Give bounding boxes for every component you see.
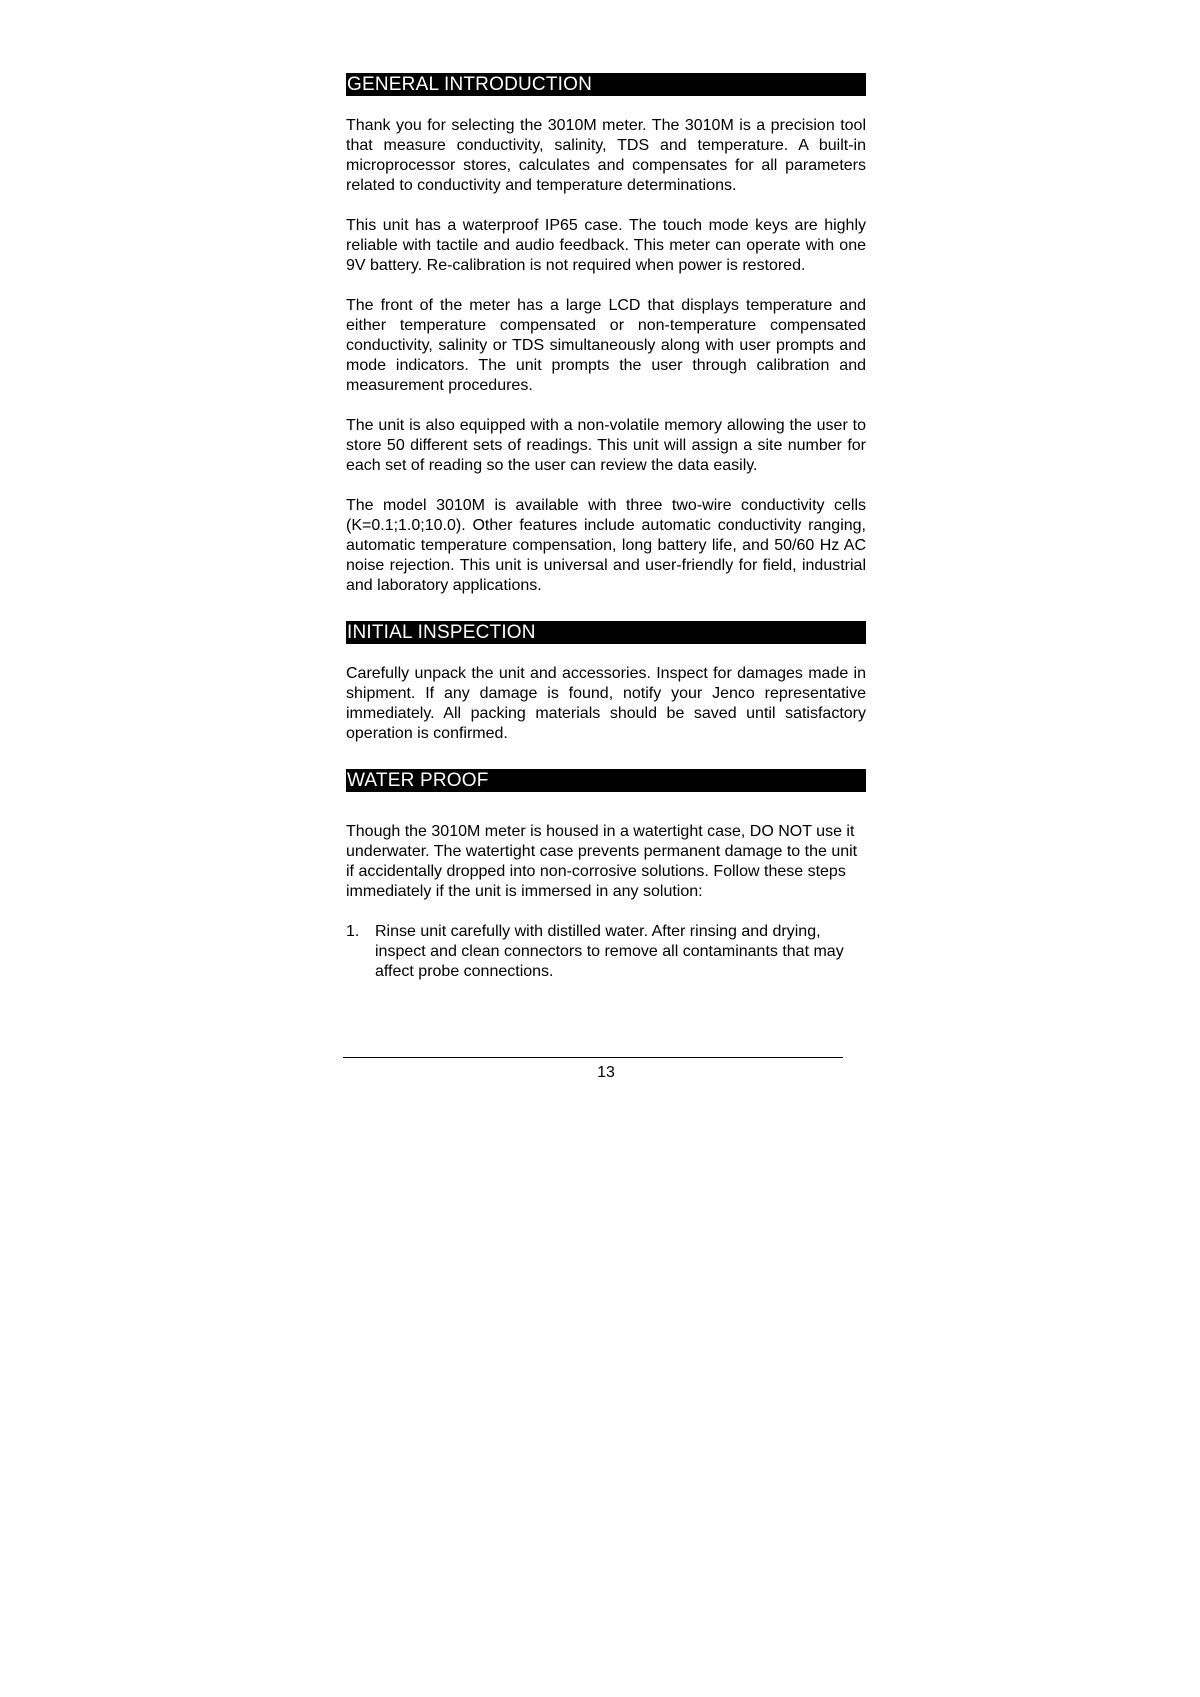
paragraph: The model 3010M is available with three two-wire conductivity cells (K=0.1;1.0;10.0). Other features include automatic conductivity ranging, automatic temperature compensation, long battery life, and 50/60 Hz AC noise rejection. This unit is universal and user-friendly for field, industrial and laboratory applications. bbox=[346, 497, 866, 594]
section-heading-general-introduction: GENERAL INTRODUCTION bbox=[346, 73, 866, 96]
numbered-list bbox=[346, 922, 866, 982]
paragraph: The front of the meter has a large LCD that displays temperature and either temperature compensated or non-temperature compensated conductivity, salinity or TDS simultaneously along with user prompts and mode indicators. The unit prompts the user through calibration and measurement procedures. bbox=[346, 297, 866, 394]
paragraph: The unit is also equipped with a non-volatile memory allowing the user to store 50 different sets of readings. This unit will assign a site number for each set of reading so the user can review the data easily. bbox=[346, 417, 866, 474]
document-page bbox=[346, 73, 866, 982]
footer-divider bbox=[343, 1057, 843, 1058]
section-heading-initial-inspection: INITIAL INSPECTION bbox=[346, 621, 866, 644]
paragraph: Carefully unpack the unit and accessories. Inspect for damages made in shipment. If any damage is found, notify your Jenco representative immediately. All packing materials should be saved until satisfactory operation is confirmed. bbox=[346, 665, 866, 742]
page-number: 13 bbox=[597, 1064, 615, 1081]
paragraph: Thank you for selecting the 3010M meter. The 3010M is a precision tool that measure conductivity, salinity, TDS and temperature. A built-in microprocessor stores, calculates and compensates for all parameters related to conductivity and temperature determinations. bbox=[346, 117, 866, 194]
paragraph: This unit has a waterproof IP65 case. The touch mode keys are highly reliable with tactile and audio feedback. This meter can operate with one 9V battery. Re-calibration is not required when power is restored. bbox=[346, 217, 866, 274]
paragraph: Though the 3010M meter is housed in a watertight case, DO NOT use it underwater. The watertight case prevents permanent damage to the unit if accidentally dropped into non-corrosive solutions. Follow these steps immediately if the unit is immersed in any solution: bbox=[346, 823, 858, 900]
list-item bbox=[346, 922, 866, 982]
section-heading-water-proof: WATER PROOF bbox=[346, 769, 866, 792]
list-item-number: 1. bbox=[346, 923, 360, 940]
list-item-text: Rinse unit carefully with distilled water. After rinsing and drying, inspect and clean connectors to remove all contaminants that may affect probe connections. bbox=[375, 923, 844, 980]
